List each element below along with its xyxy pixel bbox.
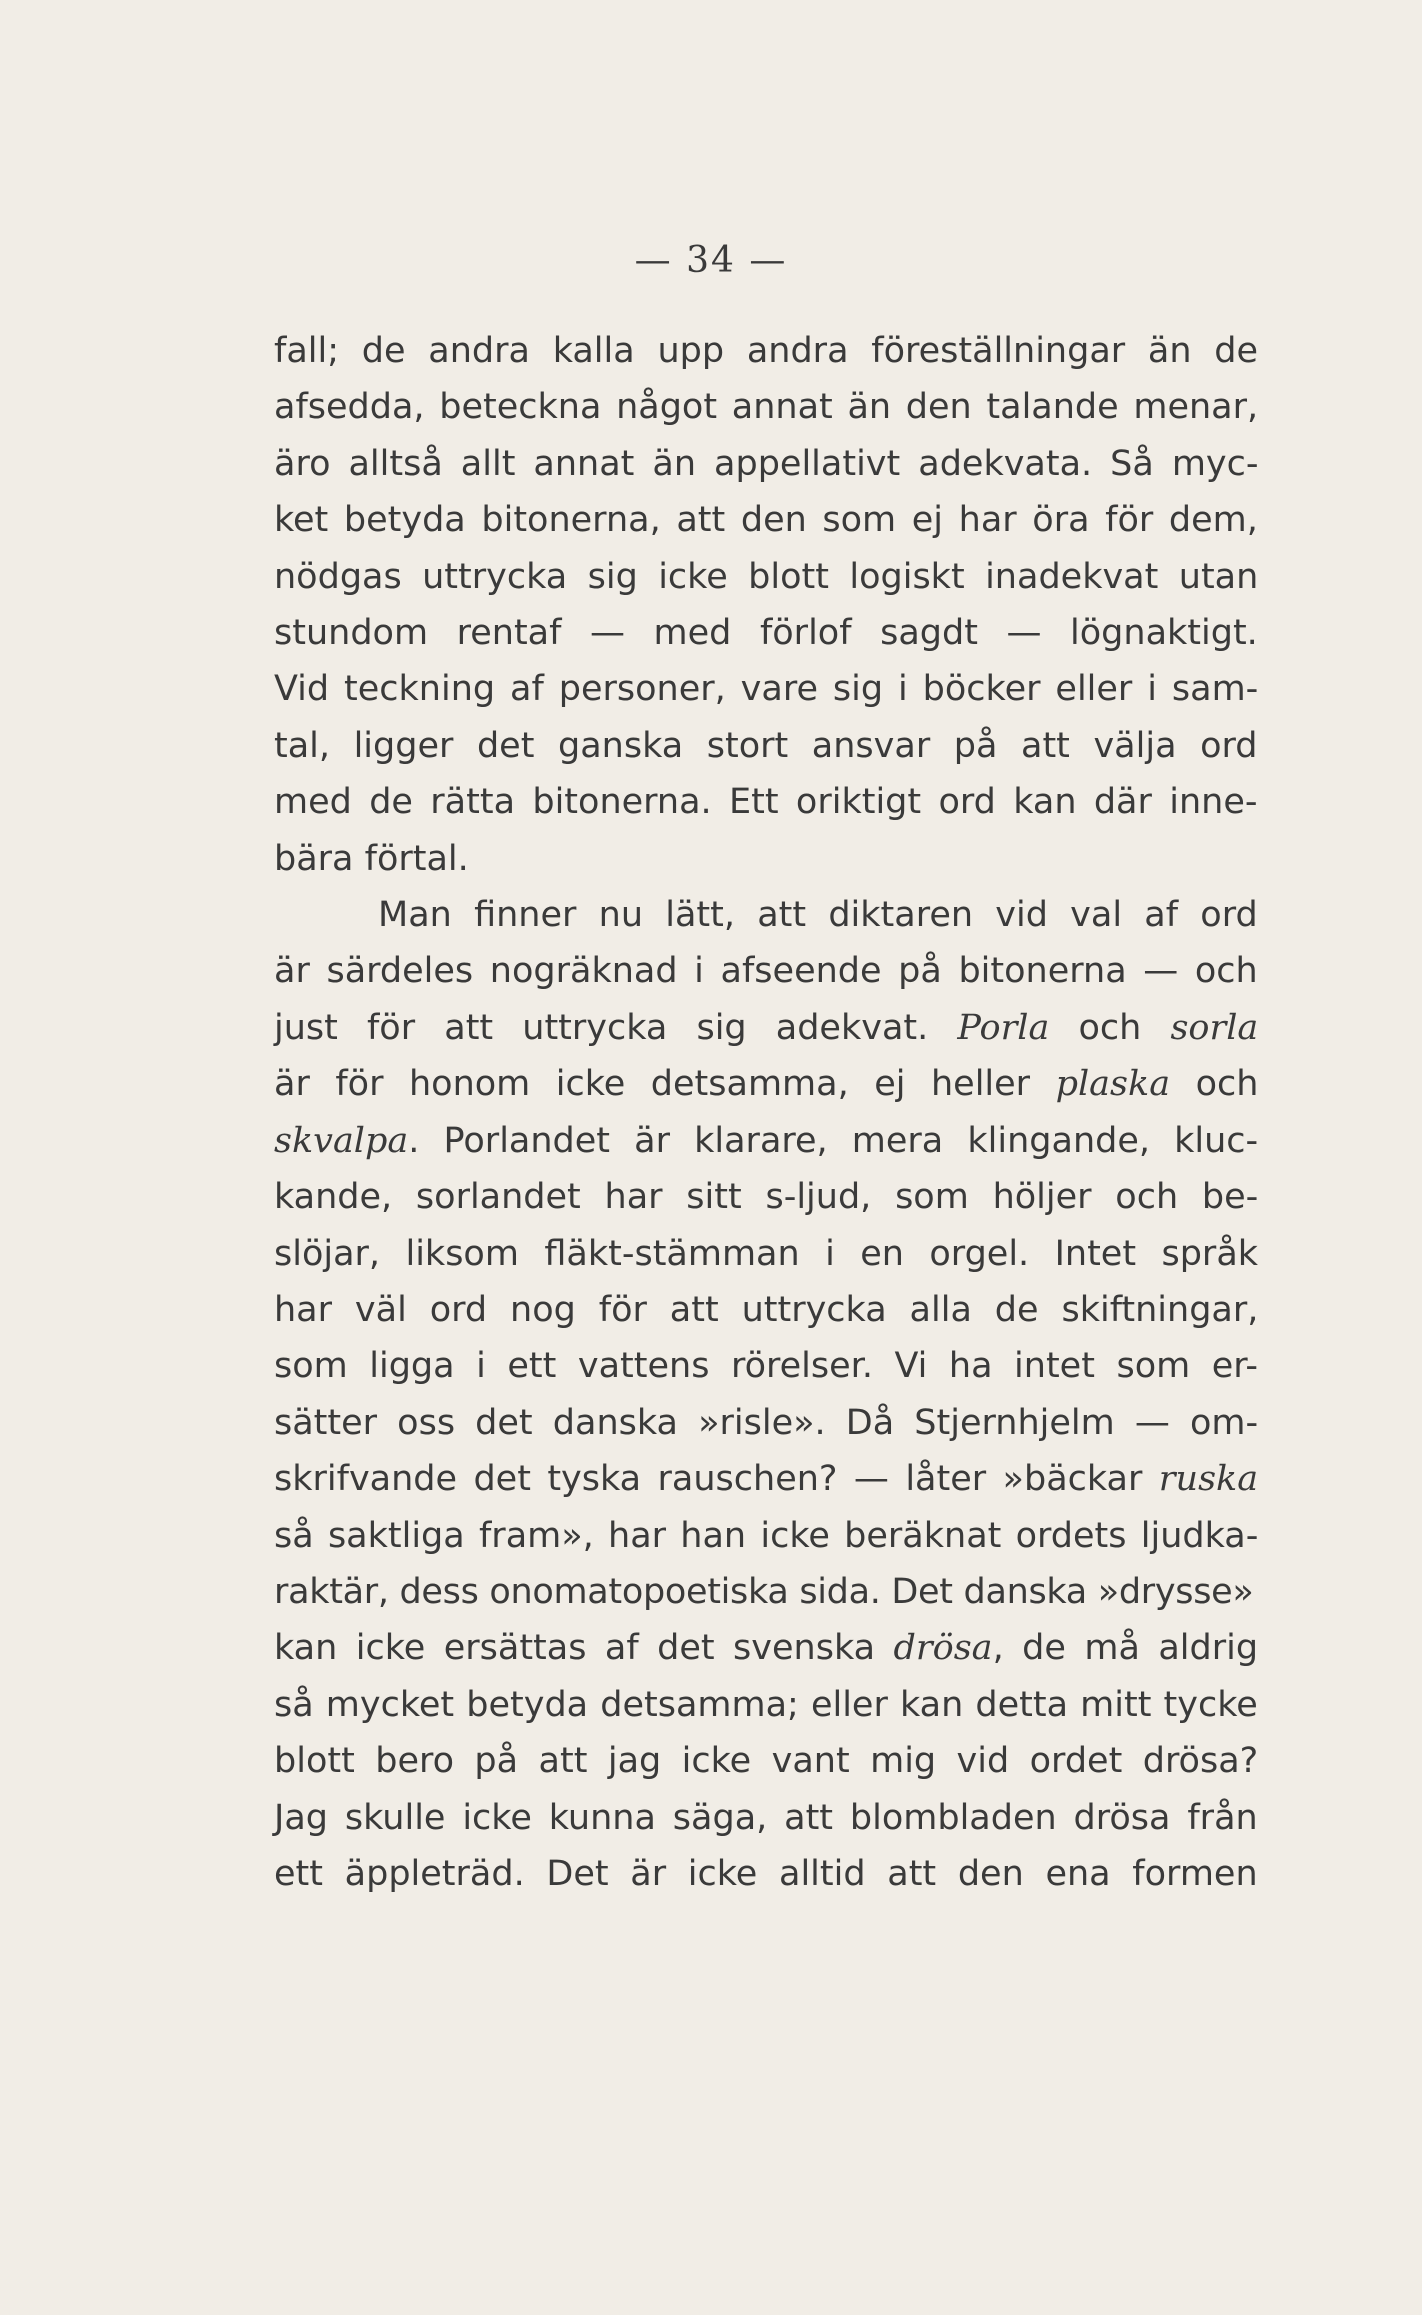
text-line xyxy=(274,887,1258,943)
text-line xyxy=(274,774,1258,830)
text-line xyxy=(274,943,1258,999)
body-text xyxy=(274,323,1258,1902)
text-run: som ligga i ett vattens rörelser. Vi ha intet som er- xyxy=(274,1346,1259,1387)
italic-word: skvalpa xyxy=(274,1120,409,1161)
text-line xyxy=(274,436,1258,492)
text-line xyxy=(274,1282,1258,1338)
text-run: afsedda, beteckna något annat än den talande menar, xyxy=(274,387,1259,428)
italic-word: drösa xyxy=(893,1628,993,1669)
text-line xyxy=(274,605,1258,661)
text-run: så saktliga fram», har han icke beräknat ordets ljudka- xyxy=(274,1515,1259,1556)
text-run: stundom rentaf — med förlof sagdt — lögnaktigt. xyxy=(274,613,1258,654)
text-run: ket betyda bitonerna, att den som ej har öra för dem, xyxy=(274,500,1258,541)
text-run: Vid teckning af personer, vare sig i böcker eller i sam- xyxy=(274,669,1259,710)
text-line xyxy=(274,1169,1258,1225)
italic-word: plaska xyxy=(1055,1064,1171,1105)
text-line xyxy=(274,1226,1258,1282)
text-run: har väl ord nog för att uttrycka alla de skiftningar, xyxy=(274,1289,1259,1330)
text-line xyxy=(274,1790,1258,1846)
text-run: raktär, dess onomatopoetiska sida. Det danska »drysse» xyxy=(274,1571,1254,1612)
page-number: — 34 — xyxy=(634,240,788,281)
text-line xyxy=(274,1000,1258,1056)
text-run: , de må aldrig xyxy=(992,1628,1259,1669)
text-run: kande, sorlandet har sitt s-ljud, som höljer och be- xyxy=(274,1177,1259,1218)
text-run: Jag skulle icke kunna säga, att blombladen drösa från xyxy=(274,1797,1258,1838)
text-line xyxy=(274,323,1258,379)
text-run: är särdeles nogräknad i afseende på bitonerna — och xyxy=(274,951,1258,992)
text-line xyxy=(274,549,1258,605)
text-run: skrifvande det tyska rauschen? — låter »bäckar xyxy=(274,1459,1159,1500)
text-line xyxy=(274,831,1258,887)
text-run: sätter oss det danska »risle». Då Stjernhjelm — om- xyxy=(274,1402,1259,1443)
text-line xyxy=(274,1056,1258,1112)
text-run: och xyxy=(1049,1007,1171,1048)
text-line xyxy=(274,379,1258,435)
text-run: och xyxy=(1170,1064,1259,1105)
text-run: kan icke ersättas af det svenska xyxy=(274,1628,894,1669)
text-run: med de rätta bitonerna. Ett oriktigt ord kan där inne- xyxy=(274,782,1258,823)
text-line xyxy=(274,1451,1258,1507)
text-line xyxy=(274,1508,1258,1564)
italic-word: Porla xyxy=(957,1007,1050,1048)
text-line xyxy=(274,1113,1258,1169)
text-run: blott bero på att jag icke vant mig vid ordet drösa? xyxy=(274,1741,1259,1782)
text-run: bära förtal. xyxy=(274,838,469,879)
italic-word: sorla xyxy=(1170,1007,1259,1048)
text-line xyxy=(274,718,1258,774)
text-run: äro alltså allt annat än appellativt adekvata. Så myc- xyxy=(274,443,1259,484)
text-run: ett äppleträd. Det är icke alltid att den ena formen xyxy=(274,1853,1258,1894)
text-run: så mycket betyda detsamma; eller kan detta mitt tycke xyxy=(274,1684,1258,1725)
text-run: Man finner nu lätt, att diktaren vid val af ord xyxy=(378,895,1258,936)
text-line xyxy=(274,1677,1258,1733)
text-line xyxy=(274,1395,1258,1451)
text-run: just för att uttrycka sig adekvat. xyxy=(274,1007,958,1048)
italic-word: ruska xyxy=(1158,1459,1259,1500)
text-run: . Porlandet är klarare, mera klingande, kluc- xyxy=(408,1120,1259,1161)
text-run: tal, ligger det ganska stort ansvar på att välja ord xyxy=(274,725,1258,766)
text-line xyxy=(274,1846,1258,1902)
text-run: slöjar, liksom fläkt-stämman i en orgel. Intet språk xyxy=(274,1233,1259,1274)
text-run: nödgas uttrycka sig icke blott logiskt inadekvat utan xyxy=(274,556,1259,597)
text-line xyxy=(274,1338,1258,1394)
text-run: är för honom icke detsamma, ej heller xyxy=(274,1064,1056,1105)
text-run: fall; de andra kalla upp andra föreställningar än de xyxy=(274,331,1259,371)
text-line xyxy=(274,1733,1258,1789)
text-line xyxy=(274,1564,1258,1620)
text-line xyxy=(274,661,1258,717)
text-line xyxy=(274,492,1258,548)
text-line xyxy=(274,1620,1258,1676)
